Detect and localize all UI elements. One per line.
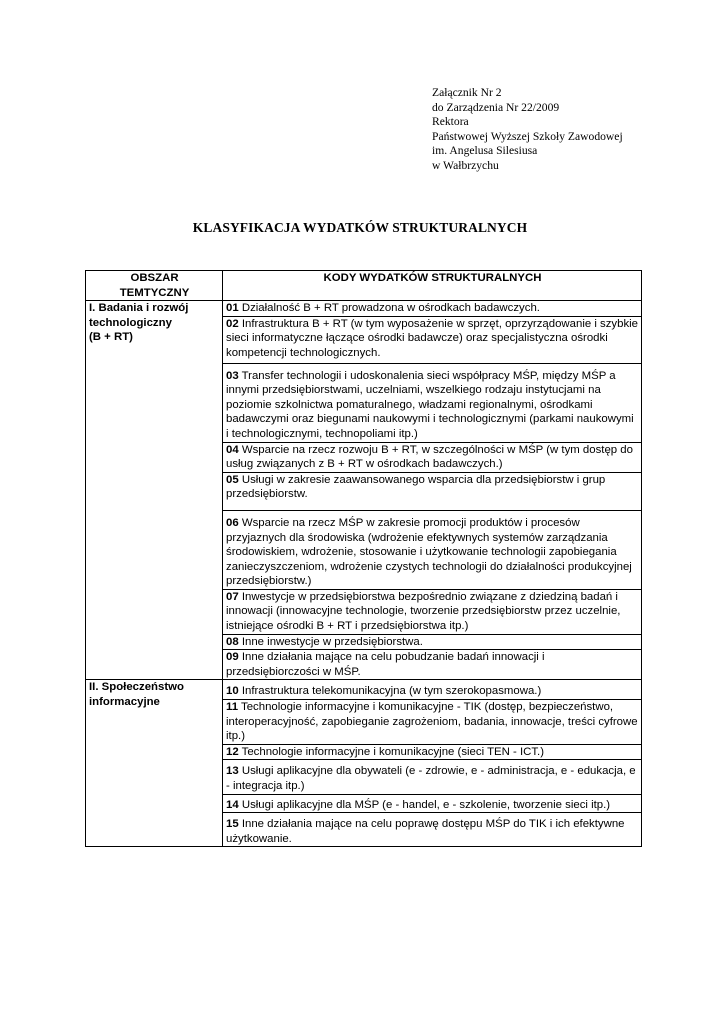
code-number: 12 [226, 745, 239, 758]
annex-line: Rektora [432, 115, 469, 129]
header-codes: KODY WYDATKÓW STRUKTURALNYCH [223, 271, 642, 301]
code-item [223, 680, 642, 700]
code-description: Technologie informacyjne i komunikacyjne (sieci TEN - ICT.) [238, 745, 545, 758]
area-label-line: I. Badania i rozwój [89, 302, 189, 315]
code-description: Usługi aplikacyjne dla MŚP (e - handel, e - szkolenie, tworzenie sieci itp.) [238, 798, 611, 811]
header-area [86, 271, 223, 301]
document-title: KLASYFIKACJA WYDATKÓW STRUKTURALNYCH [192, 220, 528, 235]
code-number: 07 [226, 590, 239, 603]
code-number: 09 [226, 651, 239, 664]
code-description: Inne działania mające na celu poprawę dostępu MŚP do TIK i ich efektywne użytkowanie. [226, 818, 625, 845]
code-item [223, 744, 642, 760]
area-label-line: informacyjne [89, 696, 160, 709]
code-item [223, 589, 642, 634]
code-description: Usługi aplikacyjne dla obywateli (e - zdrowie, e - administracja, e - edukacja, e - integracja itp.) [226, 765, 636, 792]
area-cell [86, 680, 223, 847]
code-number: 03 [226, 369, 239, 382]
code-number: 01 [226, 302, 239, 315]
code-number: 02 [226, 317, 239, 330]
code-item [223, 363, 642, 442]
area-label-line: technologiczny [89, 316, 172, 329]
table-row [86, 301, 642, 317]
annex-line: w Wałbrzychu [432, 158, 499, 172]
code-number: 06 [226, 516, 239, 529]
annex-line: Załącznik Nr 2 [432, 86, 502, 99]
code-description: Wsparcie na rzecz rozwoju B + RT, w szczególności w MŚP (w tym dostęp do usług związanych z B + RT w ośrodkach badawczych.) [226, 443, 633, 471]
code-number: 08 [226, 635, 239, 648]
code-item [223, 510, 642, 589]
code-number: 15 [226, 818, 239, 831]
code-description: Transfer technologii i udoskonalenia sieci współpracy MŚP, między MŚP a innymi przedsiębiorstwami, uczelniami, wszelkiego rodzaju instytucjami na poziomie szkolnictwa pomaturalnego, władzami regionalnymi, ośrodkami badawczymi oraz biegunami naukowymi i technologicznymi (parkami naukowymi i technologicznymi, technopoliami itp.) [226, 369, 634, 440]
code-description: Inne działania mające na celu pobudzanie badań innowacji i przedsiębiorczości w MŚP. [226, 651, 545, 678]
code-item [223, 794, 642, 813]
annex-line: do Zarządzenia Nr 22/2009 [432, 100, 560, 114]
table-row [86, 680, 642, 700]
code-description: Wsparcie na rzecz MŚP w zakresie promocji produktów i procesów przyjaznych dla środowiska (wdrożenie efektywnych systemów zarządzania środowiskiem, wdrożenie, stosowanie i użytkowanie technologii zapobiegania zanieczyszczeniom, wdrożenie czystych technologii do działalności produkcyjnej przedsiębiorstw.) [226, 516, 632, 588]
code-description: Infrastruktura telekomunikacyjna (w tym szerokopasmowa.) [238, 685, 542, 698]
annex-line: im. Angelusa Silesiusa [432, 144, 538, 158]
header-area-line: TEMTYCZNY [119, 286, 190, 299]
code-item [223, 650, 642, 680]
annex-note [432, 86, 623, 174]
code-item [223, 700, 642, 745]
code-item [223, 301, 642, 317]
code-description: Usługi w zakresie zaawansowanego wsparcia dla przedsiębiorstw i grup przedsiębiorstw. [226, 473, 606, 501]
code-description: Inne inwestycje w przedsiębiorstwa. [238, 635, 423, 648]
code-number: 11 [226, 701, 239, 714]
code-number: 10 [226, 685, 239, 698]
table-header-row [86, 271, 642, 301]
code-description: Infrastruktura B + RT (w tym wyposażenie w sprzęt, oprzyrządowanie i szybkie sieci informatyczne łączące ośrodki badawcze) oraz specjalistyczna ośrodki kompetencji technologicznych. [226, 317, 639, 359]
code-item [223, 442, 642, 472]
classification-table [85, 270, 642, 847]
code-number: 04 [226, 443, 239, 456]
code-item [223, 760, 642, 794]
code-description: Działalność B + RT prowadzona w ośrodkach badawczych. [238, 302, 540, 315]
code-number: 05 [226, 473, 239, 486]
code-item [223, 634, 642, 650]
code-number: 13 [226, 765, 239, 778]
header-area-line: OBSZAR [130, 272, 179, 284]
area-label-line: II. Społeczeństwo [89, 681, 184, 694]
code-description: Inwestycje w przedsiębiorstwa bezpośrednio związane z dziedziną badań i innowacji (innowacyjne technologie, tworzenie przedsiębiorstw przez uczelnie, istniejące ośrodki B + RT i przedsiębiorstwa itp.) [226, 590, 621, 633]
code-item [223, 813, 642, 847]
annex-line: Państwowej Wyższej Szkoły Zawodowej [432, 129, 623, 143]
code-number: 14 [226, 798, 239, 811]
code-item [223, 316, 642, 363]
area-cell [86, 301, 223, 680]
code-item [223, 472, 642, 510]
code-description: Technologie informacyjne i komunikacyjne - TIK (dostęp, bezpieczeństwo, interoperacyjność, zapobieganie zagrożeniom, badania, innowacje, treści cyfrowe itp.) [226, 701, 638, 743]
area-label-line: (B + RT) [89, 331, 133, 344]
